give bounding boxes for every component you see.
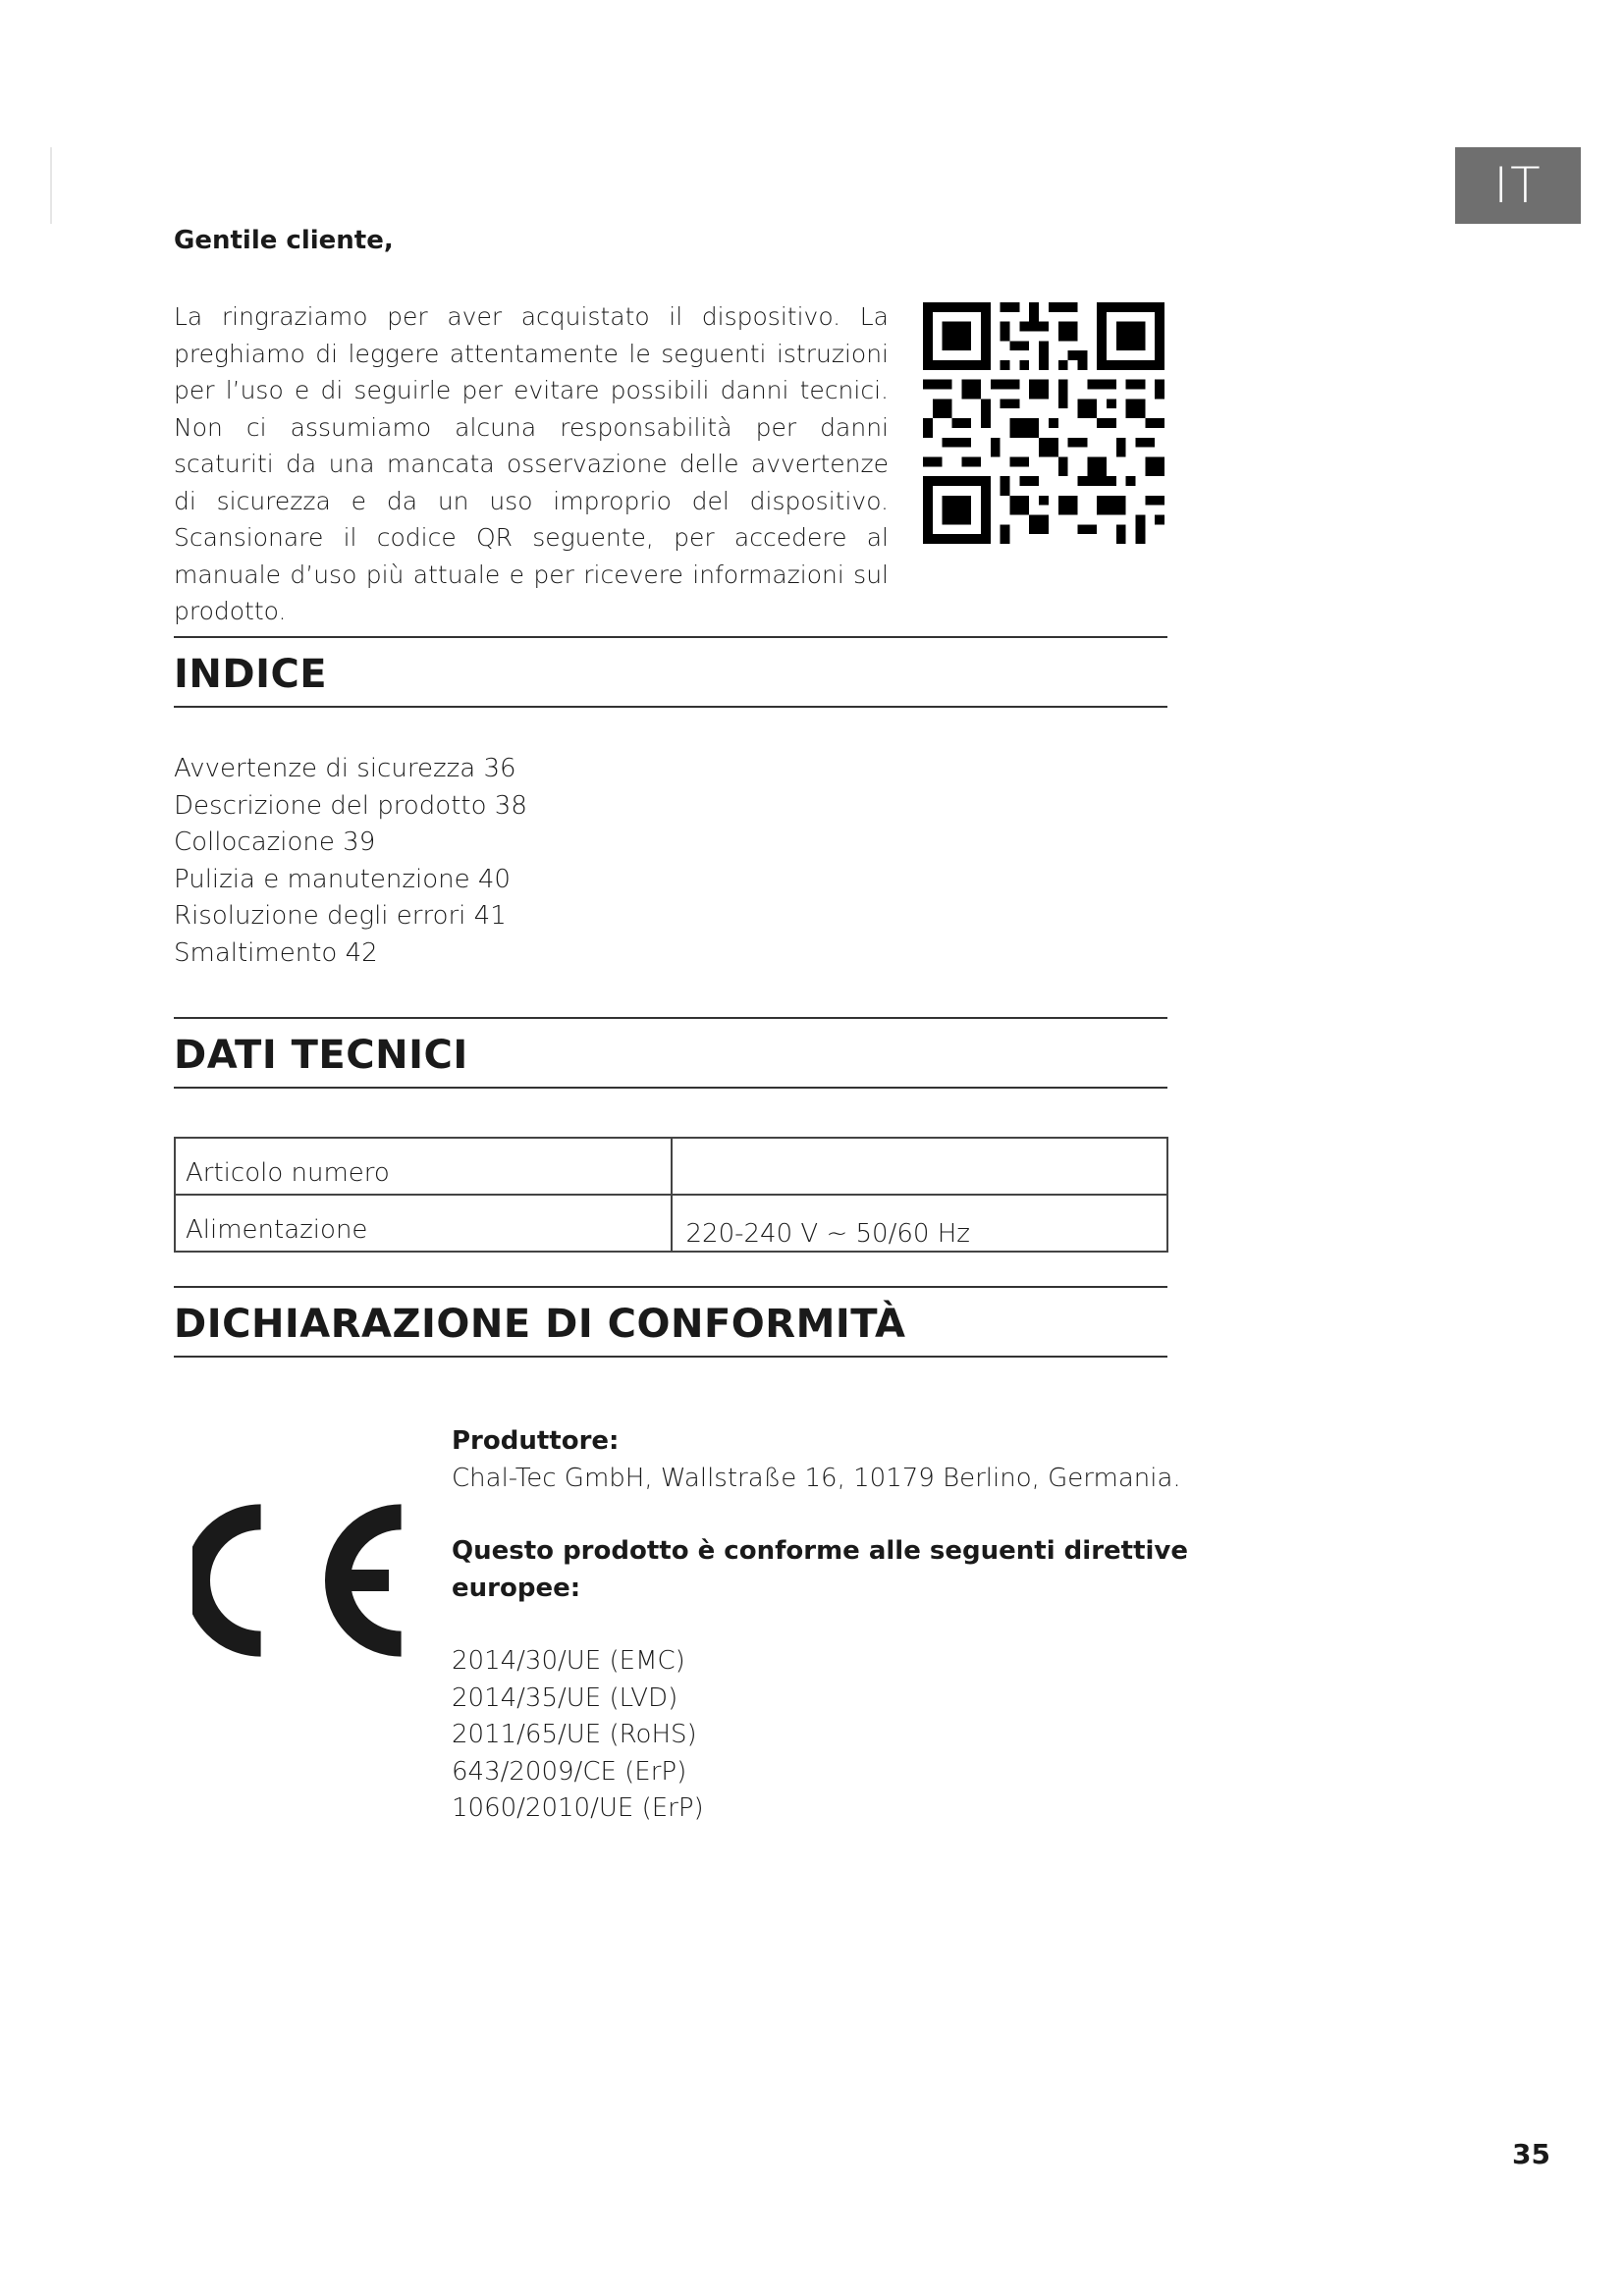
spec-value: 220-240 V ~ 50/60 Hz — [672, 1195, 1168, 1252]
spec-label: Alimentazione — [175, 1195, 672, 1252]
section-rule — [174, 1356, 1167, 1358]
spec-label: Articolo numero — [175, 1138, 672, 1195]
table-row — [175, 1138, 1167, 1195]
toc-item: Avvertenze di sicurezza 36 — [174, 754, 516, 783]
directive-item: 2011/65/UE (RoHS) — [452, 1720, 697, 1749]
table-row — [175, 1195, 1167, 1252]
spec-table — [174, 1137, 1168, 1253]
language-tab: IT — [1455, 147, 1581, 224]
conformity-title: DICHIARAZIONE DI CONFORMITÀ — [174, 1302, 906, 1347]
directive-item: 2014/30/UE (EMC) — [452, 1646, 685, 1676]
toc-item: Descrizione del prodotto 38 — [174, 790, 527, 821]
section-rule — [174, 1087, 1167, 1089]
directive-item: 1060/2010/UE (ErP) — [452, 1793, 704, 1823]
directive-list — [452, 1643, 1198, 1828]
toc-item: Smaltimento 42 — [174, 937, 378, 968]
qr-code-icon — [923, 302, 1164, 544]
directives-label: Questo prodotto è conforme alle seguenti direttive europee: — [452, 1536, 1189, 1603]
toc-item: Risoluzione degli errori 41 — [174, 901, 507, 931]
table-of-contents — [174, 751, 527, 972]
directive-item: 2014/35/UE (LVD) — [452, 1682, 678, 1713]
directive-item: 643/2009/CE (ErP) — [452, 1756, 687, 1787]
section-rule — [174, 1017, 1167, 1019]
ce-mark-icon — [192, 1502, 414, 1659]
section-rule — [174, 636, 1167, 638]
index-title: INDICE — [174, 652, 328, 697]
manufacturer-label: Produttore: — [452, 1426, 620, 1456]
margin-rule — [50, 147, 52, 224]
section-rule — [174, 1286, 1167, 1288]
conformity-declaration — [452, 1423, 1198, 1828]
page-number: 35 — [1512, 2138, 1550, 2170]
tech-title: DATI TECNICI — [174, 1033, 468, 1078]
manufacturer-address: Chal-Tec GmbH, Wallstraße 16, 10179 Berlino, Germania. — [452, 1463, 1181, 1493]
intro-paragraph: La ringraziamo per aver acquistato il dispositivo. La preghiamo di leggere attentamente le seguenti istruzioni per l’uso e di seguirle per evitare possibili danni tecnici. Non ci assumiamo alcuna responsabilità per danni scaturiti da una mancata osservazione delle avvertenze di sicurezza e da un uso improprio del dispositivo. Scansionare il codice QR seguente, per accedere al manuale d’uso più attuale e per ricevere informazioni sul prodotto. — [174, 302, 889, 625]
toc-item: Collocazione 39 — [174, 828, 376, 857]
toc-item: Pulizia e manutenzione 40 — [174, 864, 511, 894]
spec-value — [672, 1138, 1168, 1195]
section-rule — [174, 706, 1167, 708]
greeting: Gentile cliente, — [174, 226, 394, 255]
